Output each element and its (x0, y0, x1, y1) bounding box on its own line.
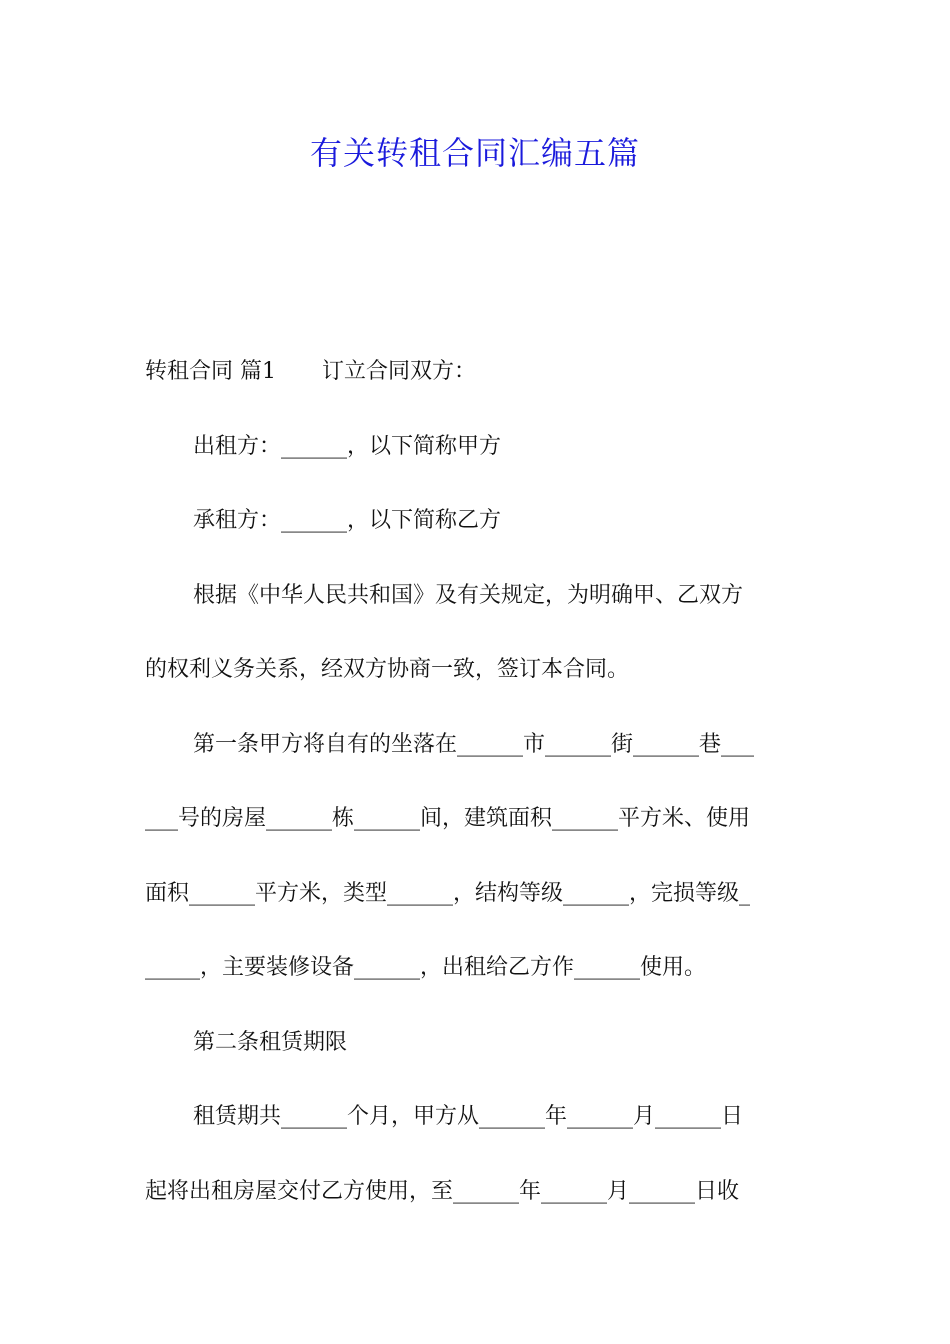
section-heading: 转租合同 篇1 (145, 359, 276, 384)
paragraph-line: 第二条租赁期限 (193, 1029, 348, 1055)
paragraph-line: 根据《中华人民共和国》及有关规定，为明确甲、乙双方 (193, 582, 744, 608)
paragraph-line: 起将出租房屋交付乙方使用，至______年______月______日收 (145, 1178, 740, 1204)
paragraph-line: 承租方：______，以下简称乙方 (193, 508, 502, 533)
paragraph-line: 的权利义务关系，经双方协商一致，签订本合同。 (145, 657, 630, 682)
document-body (145, 335, 807, 1229)
section-intro: 订立合同双方： (322, 359, 477, 384)
document-title: 有关转租合同汇编五篇 (309, 134, 640, 172)
paragraph-line (145, 335, 807, 410)
paragraph-line: 租赁期共______个月，甲方从______年______月______日 (193, 1104, 744, 1129)
paragraph-line: 第一条甲方将自有的坐落在______市______街______巷___ (193, 731, 755, 757)
paragraph-line: ___号的房屋______栋______间，建筑面积______平方米、使用 (145, 806, 751, 831)
paragraph-line: _____，主要装修设备______，出租给乙方作______使用。 (145, 955, 707, 980)
paragraph-line: 出租方：______，以下简称甲方 (193, 433, 502, 459)
paragraph-line: 面积______平方米，类型______，结构等级______，完损等级_ (145, 880, 751, 906)
